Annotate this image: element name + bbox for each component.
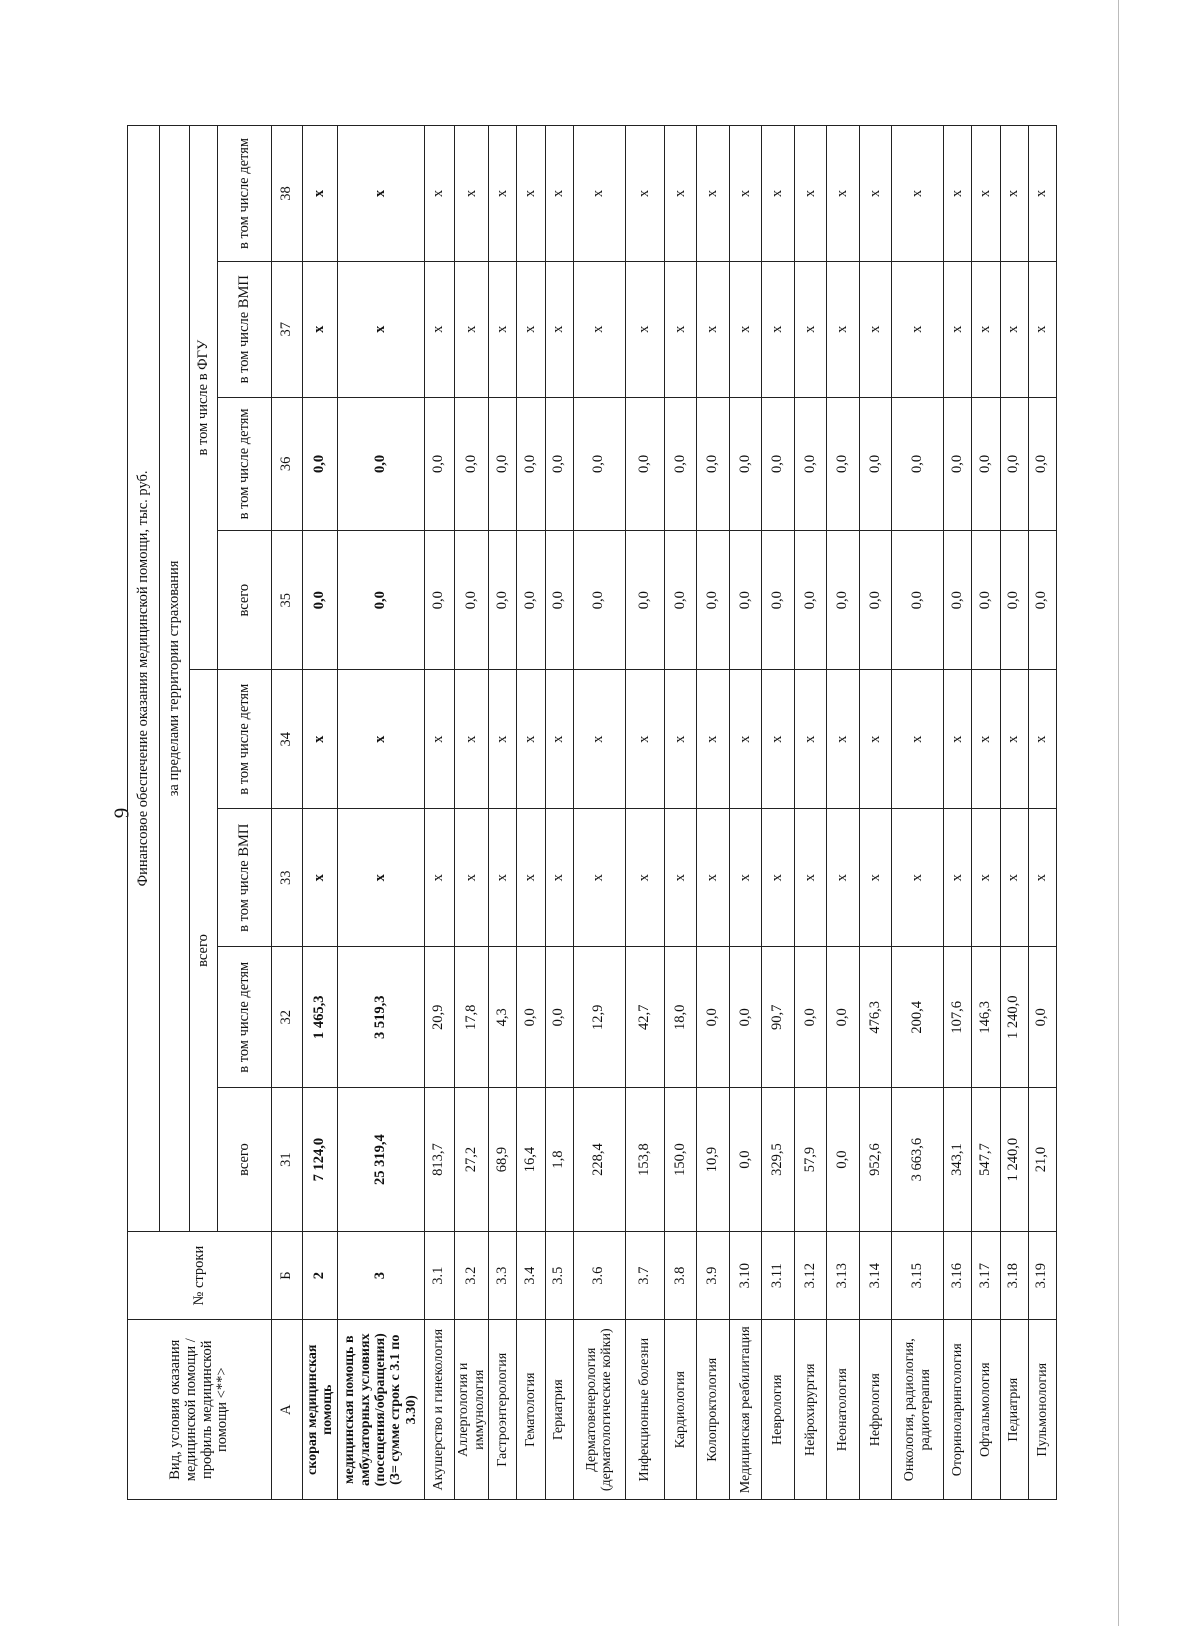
row-number-cell: 3.14: [859, 1231, 892, 1320]
value-cell: х: [892, 126, 944, 262]
value-cell: х: [625, 670, 664, 809]
value-cell: 0,0: [337, 397, 424, 531]
value-cell: х: [545, 126, 573, 262]
value-cell: х: [1000, 261, 1028, 397]
value-cell: 10,9: [697, 1088, 730, 1231]
row-number-cell: 3.6: [573, 1231, 625, 1320]
value-cell: х: [545, 809, 573, 947]
row-number-cell: 3.12: [794, 1231, 827, 1320]
value-cell: 0,0: [1000, 531, 1028, 670]
row-name-cell: скорая медицинская помощь: [303, 1320, 337, 1500]
row-name-cell: Неонатология: [827, 1320, 860, 1500]
value-cell: 0,0: [517, 397, 545, 531]
value-cell: 952,6: [859, 1088, 892, 1231]
table-row: [424, 126, 454, 1500]
value-cell: 1 465,3: [303, 947, 337, 1088]
row-name-cell: Пульмонология: [1028, 1320, 1056, 1500]
row-number-cell: 3.16: [944, 1231, 972, 1320]
value-cell: х: [762, 670, 795, 809]
value-cell: х: [697, 670, 730, 809]
value-cell: 0,0: [489, 531, 517, 670]
header-total: всего: [218, 1088, 272, 1231]
value-cell: 0,0: [827, 531, 860, 670]
value-cell: 0,0: [729, 397, 762, 531]
value-cell: х: [944, 261, 972, 397]
value-cell: 21,0: [1028, 1088, 1056, 1231]
page-edge: [1118, 0, 1119, 1626]
table-row: [859, 126, 892, 1500]
value-cell: х: [892, 809, 944, 947]
table-row: [454, 126, 488, 1500]
header-finance: Финансовое обеспечение оказания медицинской помощи, тыс. руб.: [128, 126, 160, 1232]
value-cell: х: [303, 261, 337, 397]
value-cell: 0,0: [664, 531, 697, 670]
value-cell: 0,0: [1000, 397, 1028, 531]
value-cell: 0,0: [424, 397, 454, 531]
value-cell: х: [944, 670, 972, 809]
header-fgu-total: всего: [218, 531, 272, 670]
value-cell: х: [545, 261, 573, 397]
table-row: [762, 126, 795, 1500]
value-cell: х: [454, 261, 488, 397]
value-cell: 343,1: [944, 1088, 972, 1231]
value-cell: х: [1028, 261, 1056, 397]
value-cell: 146,3: [972, 947, 1000, 1088]
value-cell: 813,7: [424, 1088, 454, 1231]
value-cell: 0,0: [625, 531, 664, 670]
value-cell: х: [664, 126, 697, 262]
header-fgu-vmp-children: в том числе детям: [218, 126, 272, 262]
value-cell: 3 663,6: [892, 1088, 944, 1231]
value-cell: х: [424, 670, 454, 809]
value-cell: 0,0: [573, 397, 625, 531]
colnum-cell: 37: [272, 261, 303, 397]
value-cell: х: [517, 670, 545, 809]
row-number-cell: 3.4: [517, 1231, 545, 1320]
value-cell: х: [424, 261, 454, 397]
row-number-cell: 3.5: [545, 1231, 573, 1320]
value-cell: 0,0: [545, 531, 573, 670]
header-col-b: № строки: [128, 1231, 272, 1320]
value-cell: 0,0: [489, 397, 517, 531]
value-cell: х: [337, 670, 424, 809]
row-name-cell: Гематология: [517, 1320, 545, 1500]
row-number-cell: 3.2: [454, 1231, 488, 1320]
header-territory: за пределами территории страхования: [160, 126, 190, 1232]
page-number: 9: [109, 807, 134, 819]
value-cell: 0,0: [729, 947, 762, 1088]
value-cell: 0,0: [827, 947, 860, 1088]
row-number-cell: 3.7: [625, 1231, 664, 1320]
row-name-cell: Нефрология: [859, 1320, 892, 1500]
value-cell: х: [972, 809, 1000, 947]
rotated-table-container: [127, 125, 1057, 1500]
header-fgu-group: в том числе в ФГУ: [190, 126, 218, 670]
value-cell: х: [303, 809, 337, 947]
row-name-cell: Педиатрия: [1000, 1320, 1028, 1500]
row-name-cell: Гастроэнтерология: [489, 1320, 517, 1500]
colnum-cell: Б: [272, 1231, 303, 1320]
value-cell: 0,0: [972, 531, 1000, 670]
value-cell: 0,0: [794, 947, 827, 1088]
value-cell: 0,0: [337, 531, 424, 670]
value-cell: 0,0: [762, 531, 795, 670]
value-cell: х: [1000, 670, 1028, 809]
value-cell: 57,9: [794, 1088, 827, 1231]
value-cell: х: [859, 261, 892, 397]
row-name-cell: Гериатрия: [545, 1320, 573, 1500]
table-row: [827, 126, 860, 1500]
value-cell: 27,2: [454, 1088, 488, 1231]
value-cell: х: [1000, 126, 1028, 262]
value-cell: 0,0: [517, 947, 545, 1088]
row-name-cell: Медицинская реабилитация: [729, 1320, 762, 1500]
value-cell: 0,0: [517, 531, 545, 670]
value-cell: 0,0: [454, 397, 488, 531]
value-cell: 0,0: [424, 531, 454, 670]
row-name-cell: Оториноларингология: [944, 1320, 972, 1500]
value-cell: 90,7: [762, 947, 795, 1088]
table-body: [272, 126, 1057, 1500]
value-cell: 0,0: [697, 531, 730, 670]
value-cell: х: [303, 670, 337, 809]
row-name-cell: Аллергология и иммунология: [454, 1320, 488, 1500]
row-number-cell: 3.17: [972, 1231, 1000, 1320]
table-row: [794, 126, 827, 1500]
value-cell: х: [697, 261, 730, 397]
value-cell: 0,0: [1028, 531, 1056, 670]
value-cell: 0,0: [573, 531, 625, 670]
row-name-cell: Онкология, радиология, радиотерапия: [892, 1320, 944, 1500]
value-cell: х: [517, 126, 545, 262]
value-cell: 0,0: [794, 397, 827, 531]
row-number-cell: 3.10: [729, 1231, 762, 1320]
value-cell: х: [489, 261, 517, 397]
row-number-cell: 3.9: [697, 1231, 730, 1320]
value-cell: х: [859, 809, 892, 947]
value-cell: 1 240,0: [1000, 1088, 1028, 1231]
header-col-a: Вид, условия оказания медицинской помощи / профиль медицинской помощи <**>: [128, 1320, 272, 1500]
value-cell: 17,8: [454, 947, 488, 1088]
value-cell: 7 124,0: [303, 1088, 337, 1231]
value-cell: 547,7: [972, 1088, 1000, 1231]
value-cell: 0,0: [545, 947, 573, 1088]
value-cell: х: [827, 809, 860, 947]
row-number-cell: 2: [303, 1231, 337, 1320]
value-cell: х: [972, 261, 1000, 397]
value-cell: 0,0: [892, 531, 944, 670]
value-cell: х: [729, 809, 762, 947]
value-cell: х: [664, 670, 697, 809]
value-cell: х: [573, 670, 625, 809]
header-vmp: в том числе ВМП: [218, 809, 272, 947]
value-cell: 200,4: [892, 947, 944, 1088]
value-cell: 0,0: [972, 397, 1000, 531]
table-row: [944, 126, 972, 1500]
row-number-cell: 3.11: [762, 1231, 795, 1320]
value-cell: х: [892, 261, 944, 397]
table-row: [664, 126, 697, 1500]
row-number-cell: 3.1: [424, 1231, 454, 1320]
value-cell: 0,0: [303, 397, 337, 531]
row-name-cell: Дерматовенерология (дерматологические койки): [573, 1320, 625, 1500]
value-cell: 0,0: [697, 947, 730, 1088]
value-cell: х: [729, 261, 762, 397]
row-name-cell: медицинская помощь в амбулаторных условиях (посещения/обращения) (3= сумме строк с 3.1 по 3.30): [337, 1320, 424, 1500]
colnum-cell: 32: [272, 947, 303, 1088]
value-cell: х: [972, 670, 1000, 809]
value-cell: 1 240,0: [1000, 947, 1028, 1088]
colnum-cell: 38: [272, 126, 303, 262]
value-cell: 0,0: [944, 531, 972, 670]
value-cell: х: [424, 126, 454, 262]
value-cell: х: [762, 126, 795, 262]
value-cell: х: [972, 126, 1000, 262]
value-cell: х: [337, 261, 424, 397]
colnum-cell: 34: [272, 670, 303, 809]
colnum-cell: 36: [272, 397, 303, 531]
value-cell: 153,8: [625, 1088, 664, 1231]
value-cell: х: [794, 126, 827, 262]
table-row: [625, 126, 664, 1500]
table-row: [303, 126, 337, 1500]
header-fgu-vmp: в том числе ВМП: [218, 261, 272, 397]
value-cell: х: [454, 126, 488, 262]
value-cell: х: [454, 670, 488, 809]
table-row: [545, 126, 573, 1500]
value-cell: х: [573, 126, 625, 262]
value-cell: 0,0: [729, 531, 762, 670]
value-cell: 0,0: [944, 397, 972, 531]
value-cell: 0,0: [303, 531, 337, 670]
value-cell: х: [573, 261, 625, 397]
value-cell: 42,7: [625, 947, 664, 1088]
value-cell: 0,0: [1028, 397, 1056, 531]
row-number-cell: 3.18: [1000, 1231, 1028, 1320]
row-name-cell: Нейрохирургия: [794, 1320, 827, 1500]
value-cell: х: [944, 126, 972, 262]
value-cell: 0,0: [729, 1088, 762, 1231]
value-cell: х: [762, 261, 795, 397]
table-row: [337, 126, 424, 1500]
value-cell: 12,9: [573, 947, 625, 1088]
value-cell: х: [625, 126, 664, 262]
table-row: [489, 126, 517, 1500]
value-cell: х: [697, 126, 730, 262]
value-cell: 1,8: [545, 1088, 573, 1231]
row-name-cell: Колопроктология: [697, 1320, 730, 1500]
header-vmp-children: в том числе детям: [218, 670, 272, 809]
value-cell: х: [859, 670, 892, 809]
value-cell: 228,4: [573, 1088, 625, 1231]
value-cell: х: [489, 670, 517, 809]
value-cell: х: [944, 809, 972, 947]
header-fgu-children: в том числе детям: [218, 397, 272, 531]
value-cell: х: [337, 809, 424, 947]
value-cell: х: [697, 809, 730, 947]
value-cell: х: [625, 261, 664, 397]
value-cell: 0,0: [859, 397, 892, 531]
value-cell: х: [573, 809, 625, 947]
value-cell: х: [859, 126, 892, 262]
value-cell: 0,0: [454, 531, 488, 670]
value-cell: х: [1028, 670, 1056, 809]
row-name-cell: Инфекционные болезни: [625, 1320, 664, 1500]
value-cell: х: [517, 809, 545, 947]
value-cell: 68,9: [489, 1088, 517, 1231]
row-number-cell: 3.19: [1028, 1231, 1056, 1320]
value-cell: х: [827, 261, 860, 397]
value-cell: х: [489, 126, 517, 262]
table-row: [697, 126, 730, 1500]
value-cell: х: [1000, 809, 1028, 947]
finance-table: [127, 125, 1057, 1500]
value-cell: 476,3: [859, 947, 892, 1088]
row-number-cell: 3: [337, 1231, 424, 1320]
header-total-group: всего: [190, 670, 218, 1232]
value-cell: 107,6: [944, 947, 972, 1088]
header-children: в том числе детям: [218, 947, 272, 1088]
value-cell: х: [1028, 809, 1056, 947]
row-number-cell: 3.3: [489, 1231, 517, 1320]
value-cell: 25 319,4: [337, 1088, 424, 1231]
colnum-cell: 35: [272, 531, 303, 670]
colnum-cell: 33: [272, 809, 303, 947]
value-cell: 20,9: [424, 947, 454, 1088]
value-cell: х: [892, 670, 944, 809]
value-cell: 0,0: [827, 1088, 860, 1231]
value-cell: 0,0: [545, 397, 573, 531]
table-row: [1000, 126, 1028, 1500]
value-cell: х: [794, 670, 827, 809]
value-cell: 16,4: [517, 1088, 545, 1231]
value-cell: 4,3: [489, 947, 517, 1088]
row-number-cell: 3.8: [664, 1231, 697, 1320]
row-name-cell: Акушерство и гинекология: [424, 1320, 454, 1500]
row-name-cell: Неврология: [762, 1320, 795, 1500]
value-cell: х: [517, 261, 545, 397]
value-cell: 0,0: [664, 397, 697, 531]
column-number-row: [272, 126, 303, 1500]
value-cell: 0,0: [827, 397, 860, 531]
value-cell: х: [664, 261, 697, 397]
value-cell: х: [827, 670, 860, 809]
value-cell: х: [664, 809, 697, 947]
value-cell: х: [489, 809, 517, 947]
value-cell: х: [794, 261, 827, 397]
row-name-cell: Кардиология: [664, 1320, 697, 1500]
value-cell: 0,0: [892, 397, 944, 531]
table-row: [729, 126, 762, 1500]
value-cell: х: [729, 670, 762, 809]
value-cell: х: [1028, 126, 1056, 262]
value-cell: х: [424, 809, 454, 947]
colnum-cell: 31: [272, 1088, 303, 1231]
value-cell: х: [827, 126, 860, 262]
value-cell: 0,0: [859, 531, 892, 670]
row-number-cell: 3.13: [827, 1231, 860, 1320]
value-cell: 329,5: [762, 1088, 795, 1231]
table-row: [1028, 126, 1056, 1500]
value-cell: 0,0: [762, 397, 795, 531]
value-cell: 0,0: [625, 397, 664, 531]
value-cell: х: [794, 809, 827, 947]
table-row: [573, 126, 625, 1500]
value-cell: х: [337, 126, 424, 262]
value-cell: х: [303, 126, 337, 262]
row-name-cell: Офтальмология: [972, 1320, 1000, 1500]
table-row: [892, 126, 944, 1500]
value-cell: х: [454, 809, 488, 947]
value-cell: 0,0: [1028, 947, 1056, 1088]
value-cell: 150,0: [664, 1088, 697, 1231]
value-cell: 3 519,3: [337, 947, 424, 1088]
value-cell: 0,0: [697, 397, 730, 531]
table-row: [517, 126, 545, 1500]
value-cell: 0,0: [794, 531, 827, 670]
value-cell: 18,0: [664, 947, 697, 1088]
value-cell: х: [762, 809, 795, 947]
table-row: [972, 126, 1000, 1500]
row-number-cell: 3.15: [892, 1231, 944, 1320]
value-cell: х: [729, 126, 762, 262]
value-cell: х: [545, 670, 573, 809]
value-cell: х: [625, 809, 664, 947]
colnum-cell: А: [272, 1320, 303, 1500]
